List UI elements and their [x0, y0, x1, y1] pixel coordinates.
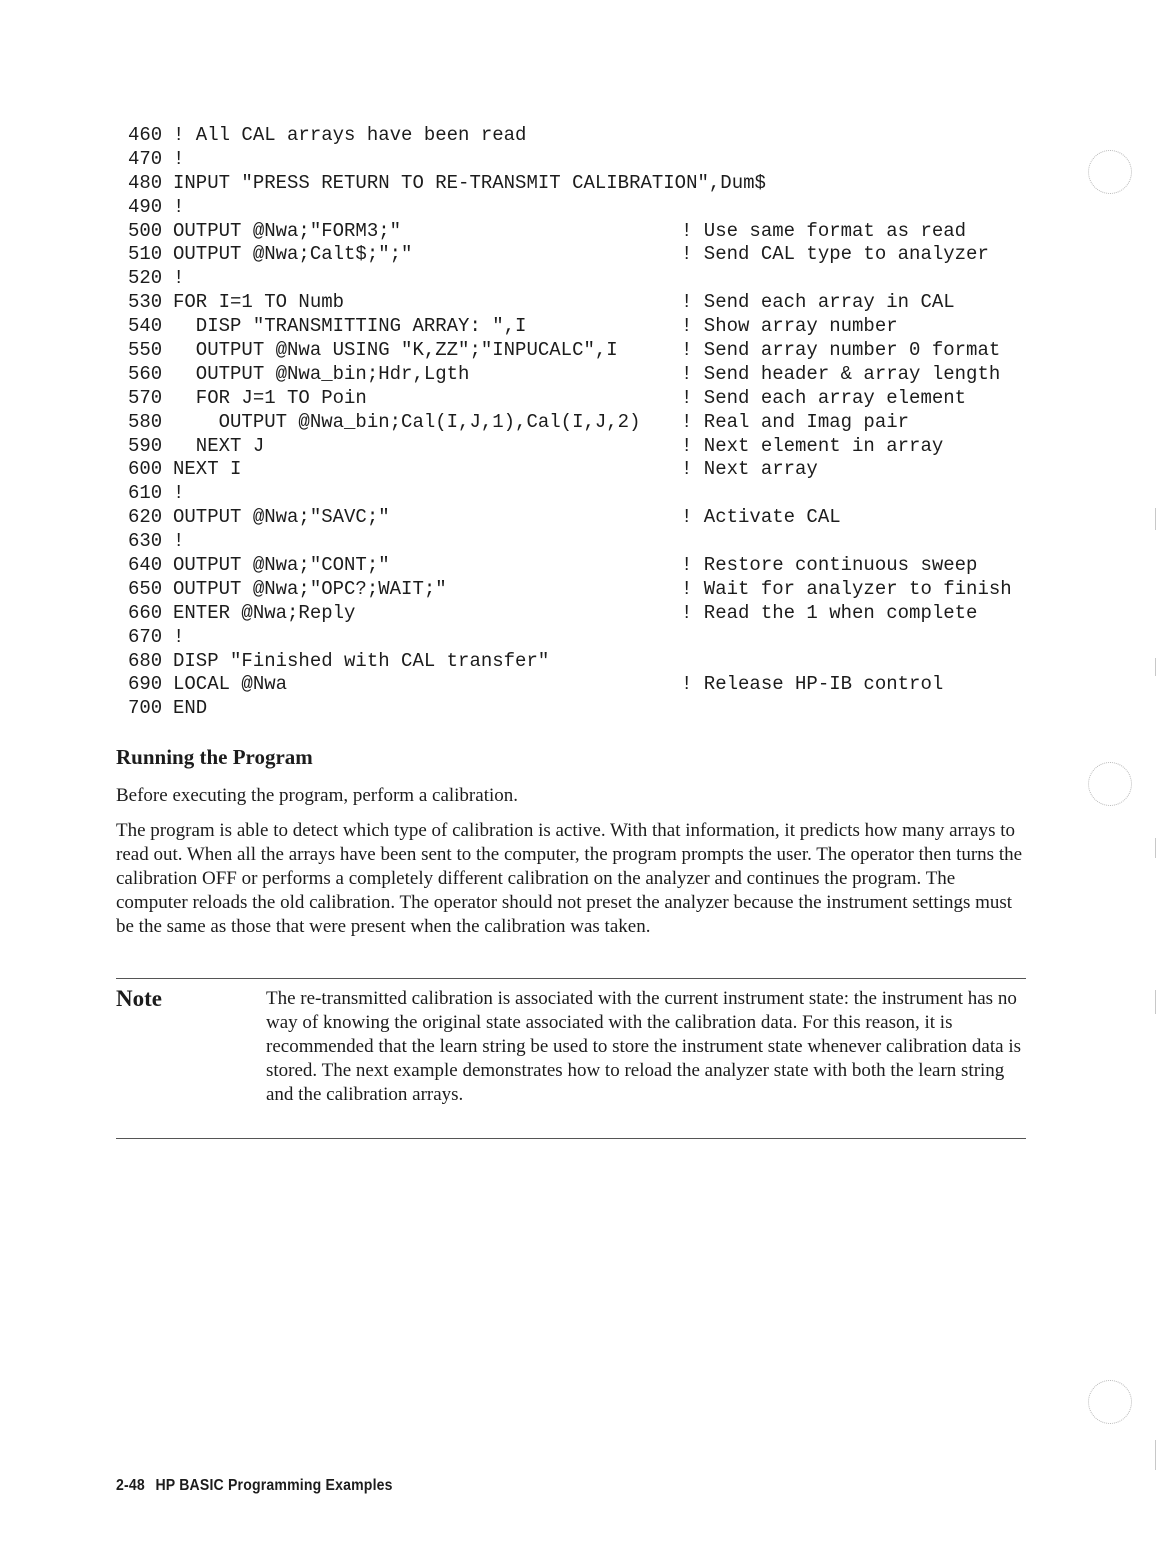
code-line	[128, 196, 1028, 220]
code-statement: DISP "TRANSMITTING ARRAY: ",I	[173, 315, 527, 338]
footer-title: HP BASIC Programming Examples	[155, 1477, 393, 1494]
note-label: Note	[116, 986, 162, 1011]
code-comment: ! Next array	[681, 458, 818, 481]
code-line	[128, 578, 1028, 602]
code-comment: ! Activate CAL	[681, 506, 841, 529]
code-line	[128, 530, 1028, 554]
code-comment: ! Real and Imag pair	[681, 410, 910, 433]
edge-mark	[1155, 838, 1156, 858]
code-statement: FOR J=1 TO Poin	[173, 386, 367, 409]
code-statement: !	[173, 530, 185, 553]
code-line	[128, 315, 1028, 339]
line-number: 530	[128, 291, 163, 314]
line-number: 550	[128, 339, 163, 362]
line-number: 590	[128, 434, 163, 457]
edge-mark	[1155, 508, 1156, 530]
code-comment: ! Send array number 0 format	[681, 339, 1001, 362]
code-line	[128, 339, 1028, 363]
code-line	[128, 482, 1028, 506]
page-footer	[116, 1477, 393, 1495]
code-line	[128, 267, 1028, 291]
edge-mark	[1155, 658, 1156, 676]
code-statement: OUTPUT @Nwa;"OPC?;WAIT;"	[173, 577, 447, 600]
line-number: 560	[128, 362, 163, 385]
line-number: 690	[128, 673, 163, 696]
code-statement: OUTPUT @Nwa;"SAVC;"	[173, 506, 390, 529]
line-number: 490	[128, 195, 163, 218]
code-line	[128, 387, 1028, 411]
page-number: 2-48	[116, 1477, 145, 1494]
code-line	[128, 124, 1028, 148]
code-statement: OUTPUT @Nwa;Calt$;";"	[173, 243, 413, 266]
body-paragraph: The program is able to detect which type of calibration is active. With that information, it predicts how many arrays to read out. When all the arrays have been sent to the computer, the program prompts the user. The operator then turns the calibration OFF or performs a completely different calibration on the analyzer and continues the program. The computer reloads the old calibration. The operator should not preset the analyzer because the instrument settings must be the same as those that were present when the calibration was taken.	[116, 820, 1023, 937]
line-number: 620	[128, 506, 163, 529]
line-number: 600	[128, 458, 163, 481]
line-number: 700	[128, 697, 163, 720]
code-comment: ! Send CAL type to analyzer	[681, 243, 989, 266]
code-line	[128, 148, 1028, 172]
line-number: 660	[128, 601, 163, 624]
code-line	[128, 458, 1028, 482]
code-comment: ! Send each array element	[681, 386, 967, 409]
line-number: 630	[128, 530, 163, 553]
punch-hole-top	[1088, 150, 1132, 194]
line-number: 510	[128, 243, 163, 266]
edge-mark	[1155, 990, 1156, 1014]
line-number: 650	[128, 577, 163, 600]
code-statement: ENTER @Nwa;Reply	[173, 601, 356, 624]
code-statement: OUTPUT @Nwa;"CONT;"	[173, 554, 390, 577]
code-line	[128, 172, 1028, 196]
section-heading: Running the Program	[116, 745, 313, 769]
line-number: 460	[128, 124, 163, 146]
line-number: 570	[128, 386, 163, 409]
code-comment: ! Next element in array	[681, 434, 944, 457]
code-statement: ! All CAL arrays have been read	[173, 124, 527, 146]
code-comment: ! Send header & array length	[681, 362, 1001, 385]
code-listing	[128, 124, 1028, 721]
code-comment: ! Send each array in CAL	[681, 291, 955, 314]
note-text: The re-transmitted calibration is associated with the current instrument state: the instrument has no way of knowing the original state associated with the calibration data. For this reason, it is recommended that the learn string be used to store the instrument state whenever calibration data is stored. The next example demonstrates how to reload the analyzer state with both the learn string and the calibration arrays.	[266, 988, 1021, 1105]
note-bottom-rule	[116, 1138, 1026, 1139]
line-number: 670	[128, 625, 163, 648]
code-line	[128, 435, 1028, 459]
line-number: 540	[128, 315, 163, 338]
line-number: 580	[128, 410, 163, 433]
code-statement: OUTPUT @Nwa_bin;Cal(I,J,1),Cal(I,J,2)	[173, 410, 641, 433]
line-number: 520	[128, 267, 163, 290]
code-statement: !	[173, 482, 185, 505]
code-statement: FOR I=1 TO Numb	[173, 291, 345, 314]
code-line	[128, 602, 1028, 626]
code-line	[128, 411, 1028, 435]
code-statement: !	[173, 147, 185, 170]
line-number: 500	[128, 219, 163, 242]
line-number: 680	[128, 649, 163, 672]
intro-paragraph: Before executing the program, perform a calibration.	[116, 785, 518, 806]
code-statement: !	[173, 625, 185, 648]
code-statement: NEXT I	[173, 458, 242, 481]
code-comment: ! Release HP-IB control	[681, 673, 944, 696]
code-statement: !	[173, 267, 185, 290]
code-line	[128, 291, 1028, 315]
code-line	[128, 650, 1028, 674]
punch-hole-middle	[1088, 762, 1132, 806]
code-statement: END	[173, 697, 208, 720]
code-comment: ! Restore continuous sweep	[681, 554, 978, 577]
code-line	[128, 673, 1028, 697]
code-statement: !	[173, 195, 185, 218]
code-statement: LOCAL @Nwa	[173, 673, 288, 696]
code-comment: ! Wait for analyzer to finish	[681, 577, 1012, 600]
code-line	[128, 506, 1028, 530]
punch-hole-bottom	[1088, 1380, 1132, 1424]
code-line	[128, 363, 1028, 387]
note-top-rule	[116, 978, 1026, 979]
code-comment: ! Show array number	[681, 315, 898, 338]
code-comment: ! Read the 1 when complete	[681, 601, 978, 624]
code-comment: ! Use same format as read	[681, 219, 967, 242]
code-statement: NEXT J	[173, 434, 265, 457]
code-line	[128, 554, 1028, 578]
code-statement: OUTPUT @Nwa;"FORM3;"	[173, 219, 402, 242]
code-line	[128, 220, 1028, 244]
line-number: 480	[128, 171, 163, 194]
code-line	[128, 626, 1028, 650]
code-statement: DISP "Finished with CAL transfer"	[173, 649, 550, 672]
code-line	[128, 697, 1028, 721]
line-number: 470	[128, 147, 163, 170]
edge-mark	[1155, 1440, 1156, 1470]
code-statement: INPUT "PRESS RETURN TO RE-TRANSMIT CALIBRATION",Dum$	[173, 171, 766, 194]
code-statement: OUTPUT @Nwa USING "K,ZZ";"INPUCALC",I	[173, 339, 618, 362]
code-statement: OUTPUT @Nwa_bin;Hdr,Lgth	[173, 362, 470, 385]
line-number: 640	[128, 554, 163, 577]
code-line	[128, 243, 1028, 267]
line-number: 610	[128, 482, 163, 505]
